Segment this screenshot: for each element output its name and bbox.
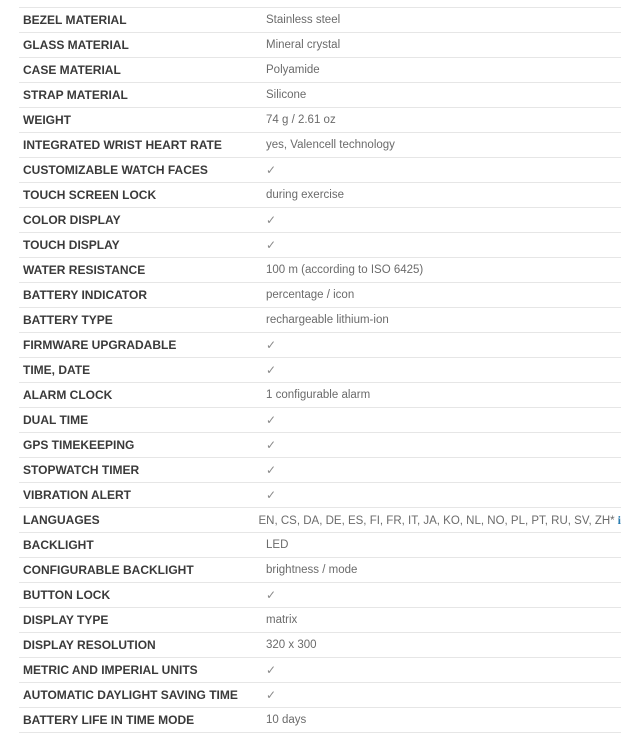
spec-row	[19, 408, 621, 433]
spec-value	[266, 14, 621, 26]
spec-label: GPS TIMEKEEPING	[23, 438, 135, 452]
spec-value	[266, 389, 621, 401]
spec-value	[266, 189, 621, 201]
spec-row	[19, 508, 621, 533]
spec-value	[266, 714, 621, 726]
spec-row	[19, 483, 621, 508]
spec-row	[19, 258, 621, 283]
spec-value-text: 1 configurable alarm	[266, 389, 371, 401]
specs-table	[19, 7, 621, 733]
checkmark-icon: ✓	[266, 363, 277, 377]
spec-value	[266, 438, 621, 452]
spec-row	[19, 208, 621, 233]
spec-value	[266, 564, 621, 576]
spec-row	[19, 33, 621, 58]
checkmark-icon: ✓	[266, 213, 277, 227]
spec-value	[266, 614, 621, 626]
spec-row	[19, 458, 621, 483]
spec-label: DUAL TIME	[23, 413, 89, 427]
spec-row	[19, 708, 621, 733]
info-icon[interactable]: i	[617, 512, 621, 527]
spec-row	[19, 633, 621, 658]
spec-row	[19, 358, 621, 383]
spec-value	[266, 663, 621, 677]
spec-row	[19, 133, 621, 158]
spec-label: COLOR DISPLAY	[23, 213, 121, 227]
spec-value-text: LED	[266, 539, 289, 551]
checkmark-icon: ✓	[266, 413, 277, 427]
spec-value-text: percentage / icon	[266, 289, 355, 301]
spec-row	[19, 83, 621, 108]
spec-label: STOPWATCH TIMER	[23, 463, 140, 477]
spec-value	[266, 264, 621, 276]
spec-label: BEZEL MATERIAL	[23, 13, 127, 27]
spec-value	[266, 314, 621, 326]
spec-value-text: brightness / mode	[266, 564, 358, 576]
spec-value	[266, 338, 621, 352]
spec-row	[19, 333, 621, 358]
spec-row	[19, 158, 621, 183]
spec-row	[19, 583, 621, 608]
spec-row	[19, 8, 621, 33]
checkmark-icon: ✓	[266, 588, 277, 602]
spec-value	[266, 413, 621, 427]
checkmark-icon: ✓	[266, 338, 277, 352]
spec-value-text: Polyamide	[266, 64, 320, 76]
checkmark-icon: ✓	[266, 663, 277, 677]
spec-label: BATTERY TYPE	[23, 313, 113, 327]
spec-row	[19, 683, 621, 708]
spec-value	[266, 213, 621, 227]
spec-label: BACKLIGHT	[23, 538, 94, 552]
spec-label: BATTERY LIFE IN TIME MODE	[23, 713, 195, 727]
spec-label: WATER RESISTANCE	[23, 263, 146, 277]
spec-row	[19, 58, 621, 83]
spec-value-text: during exercise	[266, 189, 344, 201]
spec-label: FIRMWARE UPGRADABLE	[23, 338, 177, 352]
spec-value	[266, 289, 621, 301]
spec-value-text: rechargeable lithium-ion	[266, 314, 389, 326]
checkmark-icon: ✓	[266, 163, 277, 177]
spec-label: LANGUAGES	[23, 513, 100, 527]
spec-label: DISPLAY TYPE	[23, 613, 109, 627]
spec-value	[266, 139, 621, 151]
checkmark-icon: ✓	[266, 488, 277, 502]
spec-label: WEIGHT	[23, 113, 71, 127]
spec-row	[19, 183, 621, 208]
spec-label: TOUCH DISPLAY	[23, 238, 120, 252]
spec-value	[266, 238, 621, 252]
spec-label: CUSTOMIZABLE WATCH FACES	[23, 163, 208, 177]
spec-label: TOUCH SCREEN LOCK	[23, 188, 157, 202]
checkmark-icon: ✓	[266, 463, 277, 477]
spec-label: INTEGRATED WRIST HEART RATE	[23, 138, 222, 152]
spec-value-text: Silicone	[266, 89, 307, 101]
spec-value-text: 74 g / 2.61 oz	[266, 114, 336, 126]
spec-label: CASE MATERIAL	[23, 63, 121, 77]
spec-row	[19, 233, 621, 258]
spec-value	[266, 488, 621, 502]
spec-label: VIBRATION ALERT	[23, 488, 131, 502]
spec-value	[266, 64, 621, 76]
spec-value	[266, 639, 621, 651]
spec-label: BUTTON LOCK	[23, 588, 111, 602]
spec-value	[259, 513, 622, 528]
spec-value	[266, 89, 621, 101]
spec-label: BATTERY INDICATOR	[23, 288, 148, 302]
spec-value	[266, 39, 621, 51]
spec-label: DISPLAY RESOLUTION	[23, 638, 156, 652]
spec-value	[266, 588, 621, 602]
spec-row	[19, 283, 621, 308]
spec-label: AUTOMATIC DAYLIGHT SAVING TIME	[23, 688, 238, 702]
spec-label: GLASS MATERIAL	[23, 38, 129, 52]
spec-value	[266, 114, 621, 126]
spec-row	[19, 658, 621, 683]
spec-row	[19, 308, 621, 333]
spec-label: ALARM CLOCK	[23, 388, 113, 402]
spec-value	[266, 463, 621, 477]
spec-value-text: 100 m (according to ISO 6425)	[266, 264, 424, 276]
spec-value-text: 320 x 300	[266, 639, 317, 651]
spec-row	[19, 108, 621, 133]
spec-value-text: 10 days	[266, 714, 307, 726]
spec-value-text: matrix	[266, 614, 298, 626]
spec-label: STRAP MATERIAL	[23, 88, 128, 102]
spec-value-text: Mineral crystal	[266, 39, 341, 51]
spec-value	[266, 363, 621, 377]
spec-value-text: Stainless steel	[266, 14, 341, 26]
checkmark-icon: ✓	[266, 238, 277, 252]
spec-label: CONFIGURABLE BACKLIGHT	[23, 563, 194, 577]
spec-value	[266, 688, 621, 702]
spec-label: TIME, DATE	[23, 363, 91, 377]
spec-value	[266, 163, 621, 177]
spec-row	[19, 433, 621, 458]
checkmark-icon: ✓	[266, 438, 277, 452]
spec-value-text: EN, CS, DA, DE, ES, FI, FR, IT, JA, KO, NL, NO, PL, PT, RU, SV, ZH*	[258, 514, 615, 527]
spec-label: METRIC AND IMPERIAL UNITS	[23, 663, 198, 677]
checkmark-icon: ✓	[266, 688, 277, 702]
spec-value	[266, 539, 621, 551]
spec-row	[19, 383, 621, 408]
spec-row	[19, 558, 621, 583]
spec-value-text: yes, Valencell technology	[266, 139, 395, 151]
spec-row	[19, 533, 621, 558]
spec-row	[19, 608, 621, 633]
